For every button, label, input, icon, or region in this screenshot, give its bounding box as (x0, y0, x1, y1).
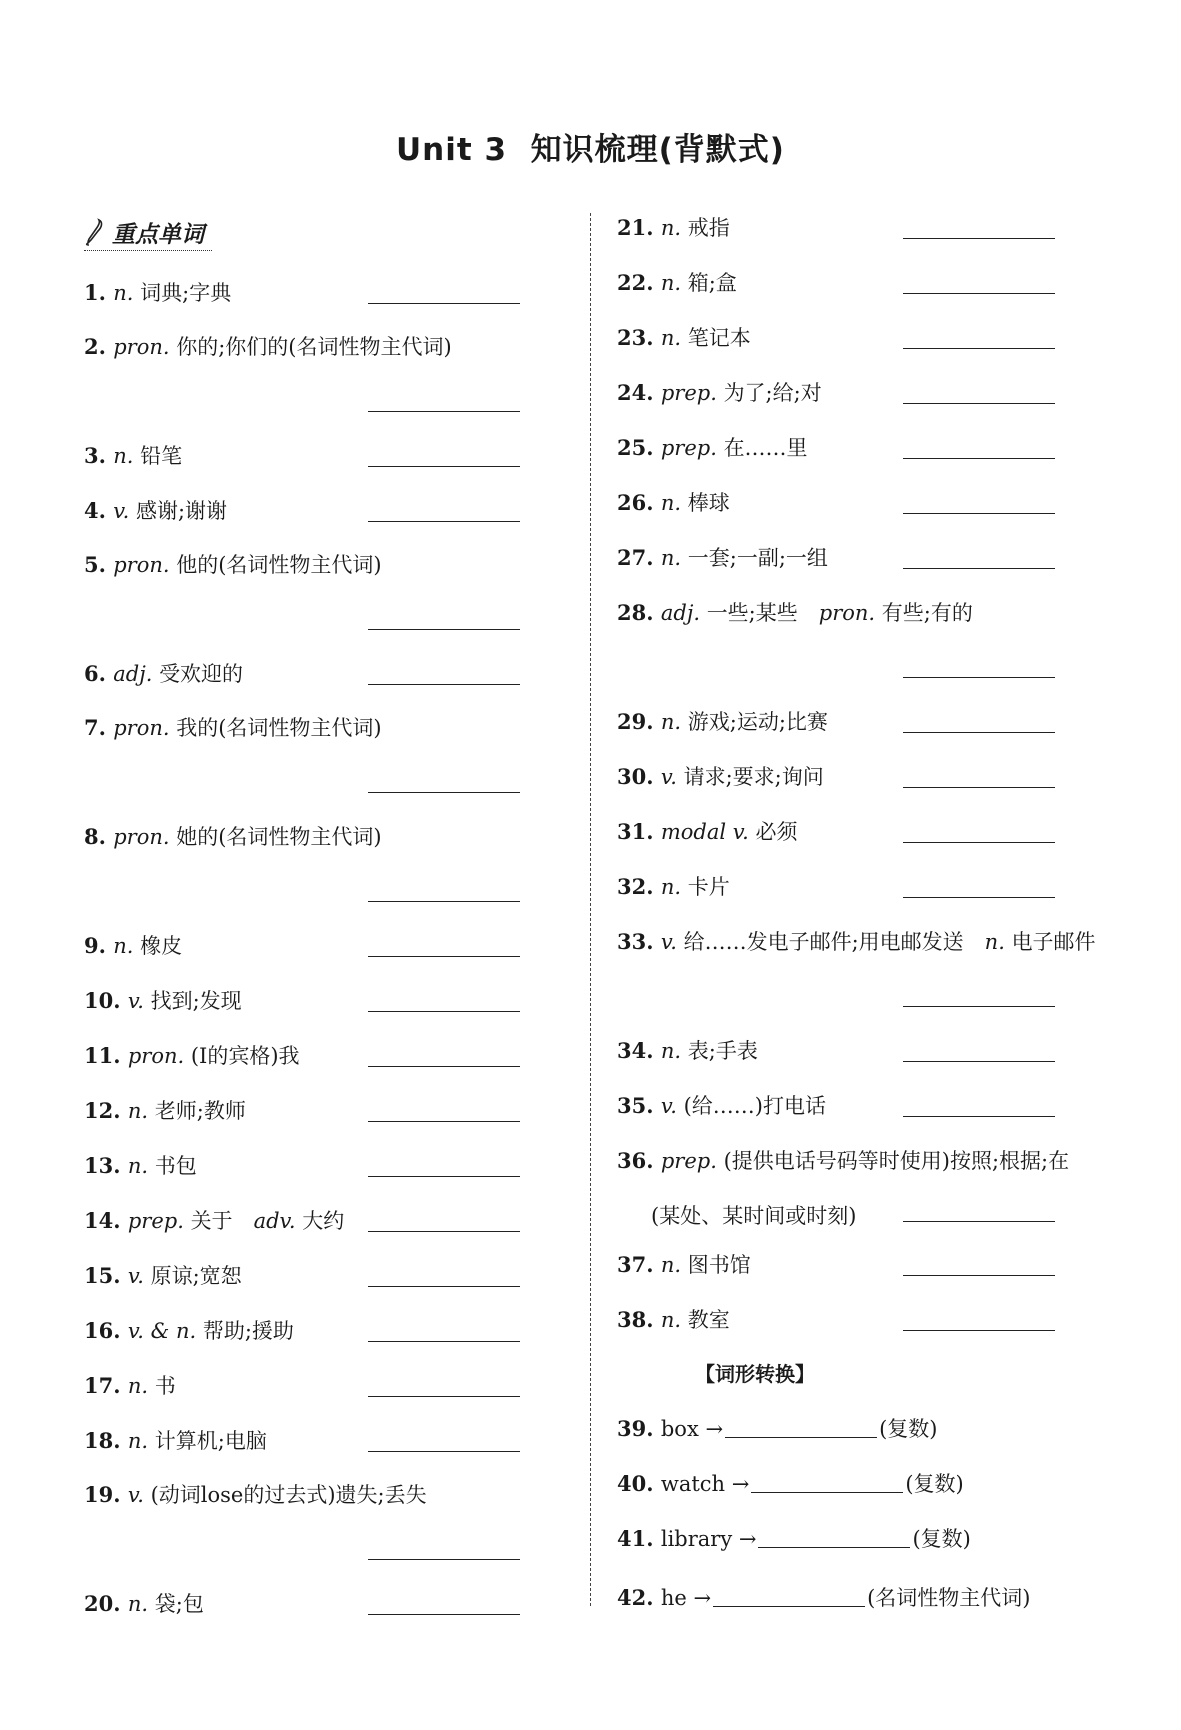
item-meaning: 老师;教师 (154, 1099, 246, 1123)
vocab-item (617, 927, 1096, 957)
item-number: 11. (84, 1043, 128, 1068)
vocab-item (617, 817, 798, 847)
item-meaning: 图书馆 (687, 1253, 751, 1277)
item-number: 36. (617, 1148, 661, 1173)
page-title: Unit 3 知识梳理(背默式) (396, 132, 785, 168)
vocab-item (617, 378, 822, 408)
item-meaning: 卡片 (687, 875, 730, 899)
vocab-item (84, 1589, 204, 1619)
part-of-speech: n. (660, 216, 688, 240)
answer-blank[interactable] (903, 403, 1055, 404)
item-meaning: (动词lose的过去式)遗失;丢失 (150, 1483, 427, 1507)
part-of-speech: n. (127, 1592, 155, 1616)
item-number: 35. (617, 1093, 661, 1118)
part-of-speech: adv. (253, 1209, 303, 1233)
conversion-item (617, 1414, 937, 1444)
item-number: 23. (617, 325, 661, 350)
item-number: 42. (617, 1585, 661, 1610)
item-number: 20. (84, 1591, 128, 1616)
item-number: 14. (84, 1208, 128, 1233)
item-number: 39. (617, 1416, 661, 1441)
item-meaning: 你的;你们的(名词性物主代词) (176, 335, 452, 359)
item-number: 8. (84, 824, 114, 849)
answer-blank[interactable] (368, 1614, 520, 1615)
answer-blank[interactable] (903, 732, 1055, 733)
item-meaning: 感谢;谢谢 (135, 499, 228, 523)
part-of-speech: prep. (660, 1149, 724, 1173)
item-meaning: 原谅;宽恕 (150, 1264, 242, 1288)
part-of-speech: n. (127, 1374, 155, 1398)
answer-blank[interactable] (368, 684, 520, 685)
item-meaning: 铅笔 (140, 444, 183, 468)
answer-blank[interactable] (368, 956, 520, 957)
part-of-speech: v. (127, 989, 151, 1013)
item-meaning: 我的(名词性物主代词) (176, 716, 382, 740)
item-number: 7. (84, 715, 114, 740)
vocab-item (84, 822, 382, 852)
vocab-item (84, 1371, 176, 1401)
item-number: 38. (617, 1307, 661, 1332)
item-meaning: 受欢迎的 (159, 662, 244, 686)
item-number: 13. (84, 1153, 128, 1178)
answer-blank[interactable] (713, 1586, 865, 1607)
part-of-speech: adj. (113, 662, 160, 686)
vocab-item (84, 1261, 242, 1291)
item-number: 3. (84, 443, 114, 468)
vocab-item (617, 762, 824, 792)
answer-blank[interactable] (368, 1231, 520, 1232)
part-of-speech: n. (660, 491, 688, 515)
answer-blank[interactable] (725, 1417, 877, 1438)
part-of-speech: v. & n. (127, 1319, 203, 1343)
part-of-speech: v. (660, 765, 684, 789)
answer-blank[interactable] (903, 513, 1055, 514)
item-meaning: 找到;发现 (150, 989, 242, 1013)
vocab-item (84, 1151, 197, 1181)
part-of-speech: prep. (127, 1209, 191, 1233)
vocab-item (617, 1091, 826, 1121)
vocab-item (617, 213, 730, 243)
answer-blank[interactable] (368, 1559, 520, 1560)
answer-blank[interactable] (368, 1451, 520, 1452)
part-of-speech: pron. (113, 553, 177, 577)
answer-blank[interactable] (368, 792, 520, 793)
answer-blank[interactable] (903, 787, 1055, 788)
section-heading (84, 214, 212, 251)
vocab-item (84, 441, 182, 471)
answer-blank[interactable] (903, 238, 1055, 239)
answer-blank[interactable] (903, 348, 1055, 349)
base-word: library → (660, 1527, 757, 1551)
answer-blank[interactable] (368, 303, 520, 304)
vocab-item (84, 1480, 427, 1510)
vocab-item (617, 323, 751, 353)
item-number: 19. (84, 1482, 128, 1507)
conversion-item (617, 1583, 1030, 1613)
vocab-item (617, 268, 737, 298)
item-number: 26. (617, 490, 661, 515)
item-number: 6. (84, 661, 114, 686)
item-meaning: 电子邮件 (1011, 930, 1096, 954)
answer-blank[interactable] (903, 1061, 1055, 1062)
conversion-item (617, 1524, 971, 1554)
item-meaning: 笔记本 (687, 326, 751, 350)
item-meaning: 在……里 (723, 436, 808, 460)
vocab-item (84, 713, 382, 743)
part-of-speech: pron. (113, 825, 177, 849)
answer-blank[interactable] (903, 293, 1055, 294)
vocab-item (84, 659, 243, 689)
part-of-speech: n. (127, 1429, 155, 1453)
item-number: 16. (84, 1318, 128, 1343)
answer-blank[interactable] (903, 1221, 1055, 1222)
item-number: 27. (617, 545, 661, 570)
item-meaning: 有些;有的 (881, 601, 973, 625)
answer-blank[interactable] (368, 1176, 520, 1177)
part-of-speech: n. (660, 1308, 688, 1332)
item-meaning: (I的宾格)我 (190, 1044, 300, 1068)
answer-blank[interactable] (368, 411, 520, 412)
item-number: 24. (617, 380, 661, 405)
item-meaning: 一套;一副;一组 (687, 546, 828, 570)
item-number: 4. (84, 498, 114, 523)
vocab-item (617, 598, 973, 628)
vocab-item (84, 931, 182, 961)
column-divider (590, 213, 591, 1606)
vocab-item (84, 1041, 300, 1071)
item-number: 12. (84, 1098, 128, 1123)
answer-blank[interactable] (903, 1275, 1055, 1276)
item-number: 25. (617, 435, 661, 460)
item-number: 28. (617, 600, 661, 625)
vocab-item (617, 1146, 1069, 1176)
vocab-item (617, 1305, 730, 1335)
item-meaning: 给……发电子邮件;用电邮发送 (683, 930, 964, 954)
item-number: 41. (617, 1526, 661, 1551)
conversion-note: (复数) (912, 1527, 971, 1551)
part-of-speech: pron. (818, 601, 882, 625)
item-meaning: 她的(名词性物主代词) (176, 825, 382, 849)
vocab-item (84, 1096, 246, 1126)
item-number: 30. (617, 764, 661, 789)
item-number: 17. (84, 1373, 128, 1398)
answer-blank[interactable] (368, 466, 520, 467)
item-number: 34. (617, 1038, 661, 1063)
vocab-item (617, 872, 730, 902)
part-of-speech: prep. (660, 381, 724, 405)
base-word: box → (660, 1417, 724, 1441)
item-number: 2. (84, 334, 114, 359)
item-meaning: 戒指 (687, 216, 730, 240)
answer-blank[interactable] (368, 901, 520, 902)
vocab-item (617, 433, 808, 463)
part-of-speech: v. (127, 1483, 151, 1507)
item-meaning: 书包 (154, 1154, 197, 1178)
answer-blank[interactable] (903, 458, 1055, 459)
part-of-speech: n. (660, 271, 688, 295)
vocab-item (84, 550, 382, 580)
item-number: 31. (617, 819, 661, 844)
item-number: 5. (84, 552, 114, 577)
item-meaning: (提供电话号码等时使用)按照;根据;在 (723, 1149, 1070, 1173)
part-of-speech: adj. (660, 601, 707, 625)
answer-blank[interactable] (368, 1286, 520, 1287)
vocab-item (84, 278, 231, 308)
conversion-note: (名词性物主代词) (867, 1586, 1031, 1610)
part-of-speech: n. (113, 444, 141, 468)
vocab-item (617, 1036, 758, 1066)
answer-blank[interactable] (903, 568, 1055, 569)
answer-blank[interactable] (368, 1066, 520, 1067)
answer-blank[interactable] (758, 1527, 910, 1548)
item-meaning: 词典;字典 (140, 281, 232, 305)
part-of-speech: n. (113, 934, 141, 958)
item-meaning: 教室 (687, 1308, 730, 1332)
vocab-item (617, 707, 828, 737)
item-meaning: 橡皮 (140, 934, 183, 958)
item-meaning: 计算机;电脑 (154, 1429, 267, 1453)
answer-blank[interactable] (903, 677, 1055, 678)
item-meaning: (给……)打电话 (683, 1094, 826, 1118)
item-meaning: 大约 (302, 1209, 345, 1233)
answer-blank[interactable] (751, 1472, 903, 1493)
item-meaning: 书 (154, 1374, 176, 1398)
item-number: 32. (617, 874, 661, 899)
vocab-item (84, 1426, 267, 1456)
part-of-speech: v. (127, 1264, 151, 1288)
item-meaning: 游戏;运动;比赛 (687, 710, 828, 734)
answer-blank[interactable] (368, 1121, 520, 1122)
answer-blank[interactable] (368, 521, 520, 522)
item-meaning: 一些;某些 (706, 601, 798, 625)
item-number: 21. (617, 215, 661, 240)
part-of-speech: prep. (660, 436, 724, 460)
item-number: 40. (617, 1471, 661, 1496)
item-meaning: 请求;要求;询问 (683, 765, 824, 789)
vocab-item (84, 332, 452, 362)
item-meaning: 为了;给;对 (723, 381, 822, 405)
vocab-item (84, 1316, 294, 1346)
part-of-speech: v. (660, 1094, 684, 1118)
answer-blank[interactable] (903, 1006, 1055, 1007)
answer-blank[interactable] (368, 1341, 520, 1342)
item-number: 33. (617, 929, 661, 954)
answer-blank[interactable] (903, 897, 1055, 898)
item-number: 29. (617, 709, 661, 734)
part-of-speech: n. (660, 326, 688, 350)
answer-blank[interactable] (903, 1330, 1055, 1331)
item-meaning: 帮助;援助 (202, 1319, 294, 1343)
item-meaning: 箱;盒 (687, 271, 737, 295)
part-of-speech: pron. (127, 1044, 191, 1068)
item-number: 18. (84, 1428, 128, 1453)
base-word: watch → (660, 1472, 750, 1496)
item-meaning: 袋;包 (154, 1592, 204, 1616)
part-of-speech: pron. (113, 335, 177, 359)
answer-blank[interactable] (368, 1011, 520, 1012)
part-of-speech: n. (113, 281, 141, 305)
section-heading-text: 重点单词 (112, 221, 204, 248)
answer-blank[interactable] (903, 1116, 1055, 1117)
answer-blank[interactable] (368, 1396, 520, 1397)
part-of-speech: n. (127, 1154, 155, 1178)
answer-blank[interactable] (903, 842, 1055, 843)
vocab-item (84, 986, 242, 1016)
item-number: 1. (84, 280, 114, 305)
part-of-speech: n. (660, 1039, 688, 1063)
vocab-item (84, 1206, 344, 1236)
item-number: 15. (84, 1263, 128, 1288)
item-meaning: 棒球 (687, 491, 730, 515)
part-of-speech: v. (113, 499, 136, 523)
part-of-speech: v. (660, 930, 684, 954)
part-of-speech: modal v. (660, 820, 756, 844)
vocab-item (617, 1250, 751, 1280)
part-of-speech: pron. (113, 716, 177, 740)
item-meaning: 必须 (755, 820, 798, 844)
vocab-item (617, 543, 828, 573)
vocab-item (617, 488, 730, 518)
base-word: he → (660, 1586, 712, 1610)
part-of-speech: n. (127, 1099, 155, 1123)
part-of-speech: n. (660, 710, 688, 734)
conversion-note: (复数) (879, 1417, 938, 1441)
conversion-note: (复数) (905, 1472, 964, 1496)
item-meaning: 表;手表 (687, 1039, 758, 1063)
conversion-item (617, 1469, 964, 1499)
part-of-speech: n. (660, 875, 688, 899)
item-meaning-continued: (某处、某时间或时刻) (651, 1204, 857, 1228)
item-number: 9. (84, 933, 114, 958)
answer-blank[interactable] (368, 629, 520, 630)
item-meaning: 关于 (190, 1209, 233, 1233)
part-of-speech: n. (660, 546, 688, 570)
item-number: 37. (617, 1252, 661, 1277)
vocab-item (84, 496, 227, 526)
item-number: 10. (84, 988, 128, 1013)
item-meaning: 他的(名词性物主代词) (176, 553, 382, 577)
part-of-speech: n. (660, 1253, 688, 1277)
conversion-heading: 【词形转换】 (695, 1362, 815, 1386)
part-of-speech: n. (984, 930, 1012, 954)
pen-icon (84, 218, 106, 246)
item-number: 22. (617, 270, 661, 295)
